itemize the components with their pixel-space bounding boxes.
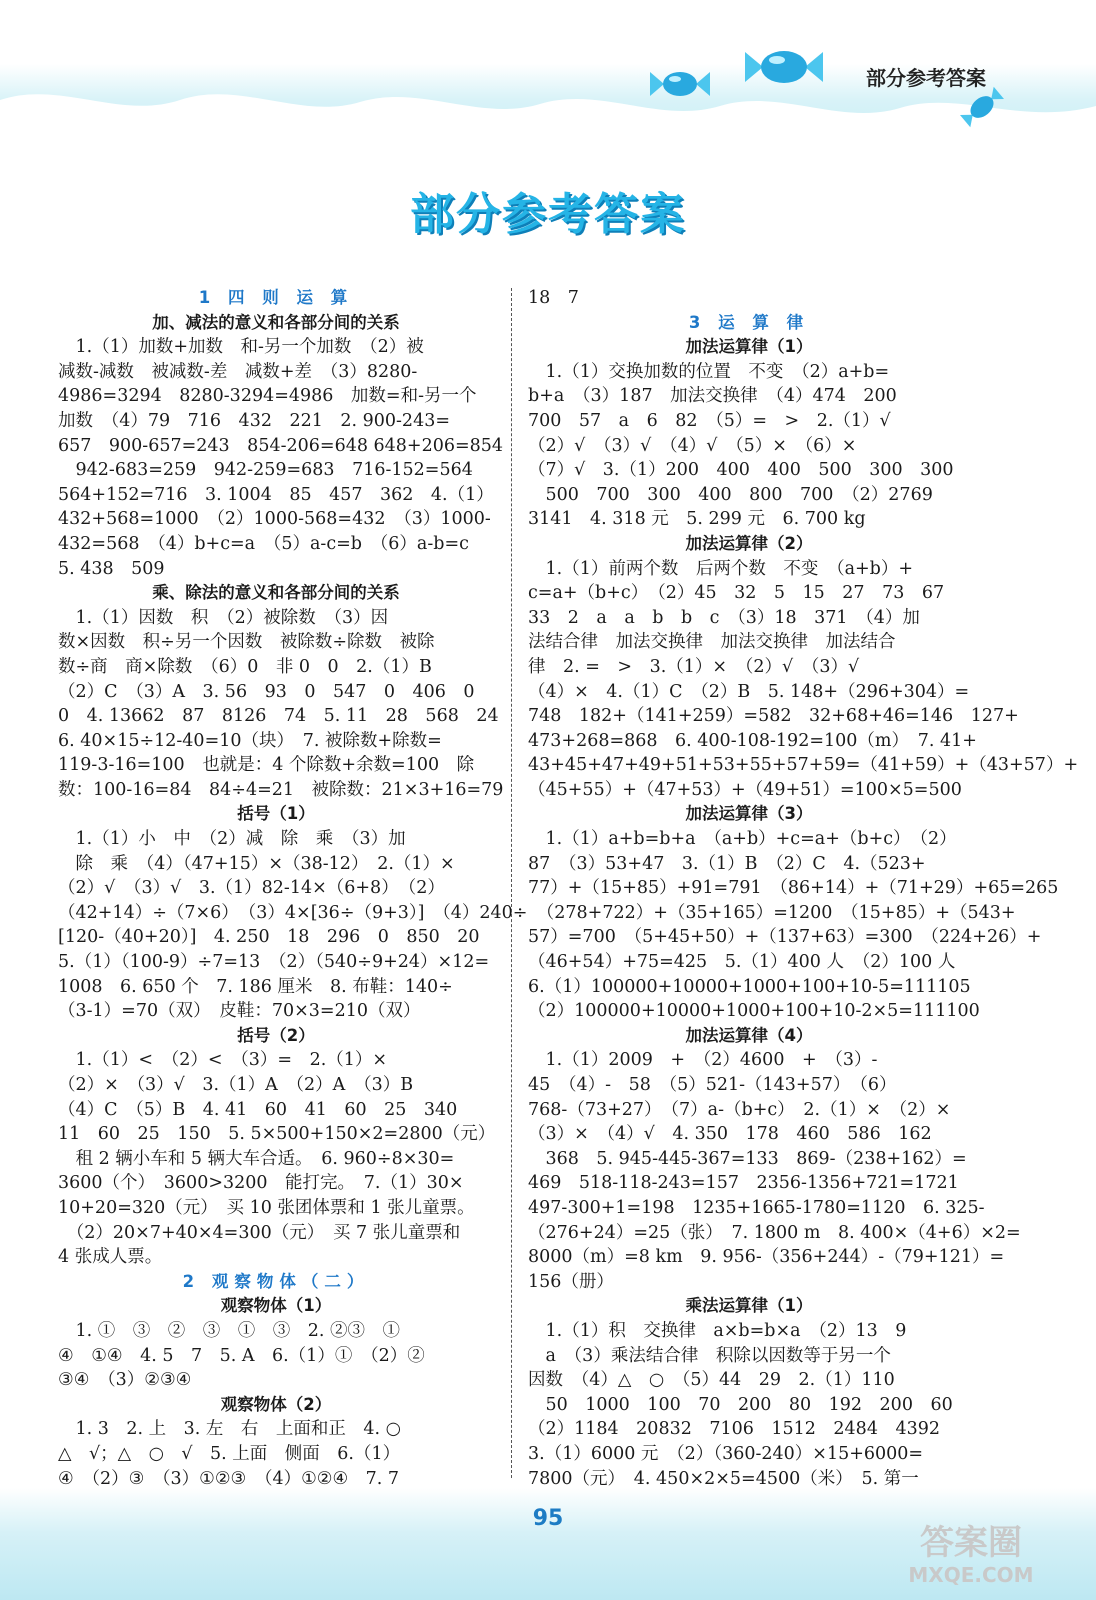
answer-line: 748 182+（141+259）=582 32+68+46=146 127+ xyxy=(528,706,1019,727)
answer-line: 1.（1）因数 积 （2）被除数 （3）因 xyxy=(58,607,389,628)
answer-line: [120-（40+20）] 4. 250 18 296 0 850 20 xyxy=(58,927,480,948)
chapter-title: 3 运 算 律 xyxy=(688,312,810,332)
answer-line: 0 4. 13662 87 8126 74 5. 11 28 568 24 xyxy=(58,706,499,727)
answer-line: 156（册） xyxy=(528,1271,614,1292)
answer-line: 942-683=259 942-259=683 716-152=564 xyxy=(58,460,473,481)
answer-line: 4986=3294 8280-3294=4986 加数=和-另一个 xyxy=(58,386,477,407)
answer-line: 497-300+1=198 1235+1665-1780=1120 6. 325- xyxy=(528,1197,985,1218)
answer-line: 3600（个） 3600>3200 能打完。 7.（1）30× xyxy=(58,1173,464,1194)
answer-line: 7800（元） 4. 450×2×5=4500（米） 5. 第一 xyxy=(528,1468,919,1489)
answer-line: 1.（1）a+b=b+a （a+b）+c=a+（b+c） （2） xyxy=(528,829,957,850)
page-title: 部分参考答案 xyxy=(410,189,686,240)
answer-line: 减数-减数 被减数-差 减数+差 （3）8280- xyxy=(58,361,418,382)
answer-line: 3141 4. 318 元 5. 299 元 6. 700 kg xyxy=(528,509,866,530)
answer-line: （4）C （5）B 4. 41 60 41 60 25 340 xyxy=(58,1099,458,1120)
section-heading: 观察物体（2） xyxy=(220,1394,332,1414)
answer-line: （3）× （4）√ 4. 350 178 460 586 162 xyxy=(528,1124,932,1145)
answer-line: 6. 40×15÷12-40=10（块） 7. 被除数+除数= xyxy=(58,730,442,751)
answer-line: 8000（m）=8 km 9. 956-（356+244）-（79+121）= xyxy=(528,1247,1005,1268)
answer-line: （278+722）+（35+165）=1200 （15+85）+（543+ xyxy=(528,902,1016,923)
answer-line: （2）× （3）√ 3.（1）A （2）A （3）B xyxy=(58,1075,414,1095)
chapter-title: 1 四 则 运 算 xyxy=(198,288,354,307)
watermark-logo xyxy=(886,1518,1056,1588)
answer-column-right xyxy=(528,286,1079,1491)
answer-line: 3.（1）6000 元 （2）（360-240）×15+6000= xyxy=(528,1443,924,1464)
answer-line: （45+55）+（47+53）+（49+51）=100×5=500 xyxy=(528,779,962,800)
answer-line: （276+24）=25（张） 7. 1800 m 8. 400×（4+6）×2= xyxy=(528,1222,1021,1243)
watermark-line1: 答案圈 xyxy=(920,1523,1022,1563)
section-heading: 乘、除法的意义和各部分间的关系 xyxy=(152,583,400,603)
answer-line: 1.（1）2009 + （2）4600 + （3）- xyxy=(528,1050,878,1071)
answer-line: 33 2 a a b b c （3）18 371 （4）加 xyxy=(528,607,920,628)
answer-line: c=a+（b+c） （2）45 32 5 15 27 73 67 xyxy=(528,583,945,604)
answer-line: 564+152=716 3. 1004 85 457 362 4.（1） xyxy=(58,484,494,505)
answer-line: 432=568 （4）b+c=a （5）a-c=b （6）a-b=c xyxy=(58,533,469,554)
answer-line: △ √；△ ○ √ 5. 上面 侧面 6.（1） xyxy=(58,1443,401,1464)
answer-line: 77）+（15+85）+91=791 （86+14）+（71+29）+65=265 xyxy=(528,878,1059,899)
answer-line: （2）20×7+40×4=300（元） 买 7 张儿童票和 xyxy=(58,1222,461,1243)
answer-line: 87 （3）53+47 3.（1）B （2）C 4.（523+ xyxy=(528,853,926,874)
candy-icon xyxy=(650,66,710,102)
chapter-title: 2 观察物体（二） xyxy=(182,1271,370,1291)
answer-line: 657 900-657=243 854-206=648 648+206=854 xyxy=(58,435,504,456)
answer-line: 768-（73+27） （7）a-（b+c） 2.（1）× （2）× xyxy=(528,1099,951,1120)
watermark-line2: MXQE.COM xyxy=(908,1563,1034,1587)
answer-line: （4）× 4.（1）C （2）B 5. 148+（296+304）= xyxy=(528,681,970,702)
answer-line: （42+14）÷（7×6） （3）4×[36÷（9+3）] （4）240÷ xyxy=(58,902,528,923)
answer-line: （2）1184 20832 7106 1512 2484 4392 xyxy=(528,1419,940,1440)
answer-line: 1.（1）小 中 （2）减 除 乘 （3）加 xyxy=(58,829,406,850)
answer-line: （2）√ （3）√ 3.（1）82-14×（6+8） （2） xyxy=(58,878,445,899)
answer-line: 5.（1）（100-9）÷7=13 （2）（540÷9+24）×12= xyxy=(58,952,490,973)
section-heading: 观察物体（1） xyxy=(220,1296,332,1316)
answer-line: （46+54）+75=425 5.（1）400 人 （2）100 人 xyxy=(528,952,956,973)
answer-line: （3-1）=70（双） 皮鞋：70×3=210（双） xyxy=(58,1001,421,1022)
answer-line: 700 57 a 6 82 （5）= > 2.（1）√ xyxy=(528,410,891,431)
answer-line: （2）C （3）A 3. 56 93 0 547 0 406 0 xyxy=(58,681,475,702)
answer-line: 50 1000 100 70 200 80 192 200 60 xyxy=(528,1394,953,1415)
answer-line: 5. 438 509 xyxy=(58,558,165,579)
answer-line: 43+45+47+49+51+53+55+57+59=（41+59）+（43+57）+ xyxy=(528,755,1079,776)
answer-line: 18 7 xyxy=(528,288,579,308)
answer-line: 1.（1）交换加数的位置 不变 （2）a+b= xyxy=(528,361,890,382)
answer-line: 500 700 300 400 800 700 （2）2769 xyxy=(528,484,933,505)
answer-line: 律 2. = > 3.（1）× （2）√ （3）√ xyxy=(528,656,860,677)
answer-line: 45 （4）- 58 （5）521-（143+57） （6） xyxy=(528,1075,897,1095)
answer-line: 数÷商 商×除数 （6）0 非 0 0 2.（1）B xyxy=(58,656,432,677)
page-number: 95 xyxy=(532,1506,564,1531)
answer-line: 法结合律 加法交换律 加法交换律 加法结合 xyxy=(528,632,896,653)
answer-line: 4 张成人票。 xyxy=(58,1247,163,1268)
answer-line: （7）√ 3.（1）200 400 400 500 300 300 xyxy=(528,460,954,481)
section-heading: 加法运算律（4） xyxy=(685,1025,813,1045)
answer-line: 1. 3 2. 上 3. 左 右 上面和正 4. ○ xyxy=(58,1419,401,1440)
answer-line: 368 5. 945-445-367=133 869-（238+162）= xyxy=(528,1148,967,1169)
answer-line: （2）√ （3）√ （4）√ （5）× （6）× xyxy=(528,435,857,456)
answer-line: 数：100-16=84 84÷4=21 被除数：21×3+16=79 xyxy=(58,779,504,800)
answer-line: a （3）乘法结合律 积除以因数等于另一个 xyxy=(528,1345,891,1366)
answer-line: 57）=700 （5+45+50）+（137+63）=300 （224+26）+ xyxy=(528,927,1042,948)
column-divider xyxy=(511,288,512,1478)
section-heading: 加法运算律（1） xyxy=(685,337,813,357)
section-heading: 乘法运算律（1） xyxy=(685,1296,813,1316)
answer-line: 1.（1）前两个数 后两个数 不变 （a+b）+ xyxy=(528,558,914,579)
section-heading: 括号（1） xyxy=(237,804,315,824)
section-heading: 括号（2） xyxy=(237,1025,315,1045)
answer-line: 除 乘 （4）（47+15）×（38-12） 2.（1）× xyxy=(58,853,455,874)
answer-line: 469 518-118-243=157 2356-1356+721=1721 xyxy=(528,1173,959,1194)
answer-line: 11 60 25 150 5. 5×500+150×2=2800（元） xyxy=(58,1124,496,1145)
answer-line: 473+268=868 6. 400-108-192=100（m） 7. 41+ xyxy=(528,730,977,751)
answer-column-left xyxy=(58,286,528,1491)
answer-line: 119-3-16=100 也就是：4 个除数+余数=100 除 xyxy=(58,755,475,776)
section-heading: 加、减法的意义和各部分间的关系 xyxy=(152,312,400,332)
answer-line: 因数 （4）△ ○ （5）44 29 2.（1）110 xyxy=(528,1370,895,1391)
answer-line: ④ （2）③ （3）①②③ （4）①②④ 7. 7 xyxy=(58,1468,400,1489)
candy-icon xyxy=(745,44,823,90)
answer-line: 1.（1）积 交换律 a×b=b×a （2）13 9 xyxy=(528,1320,907,1341)
answer-line: 1. ① ③ ② ③ ① ③ 2. ②③ ① xyxy=(58,1320,401,1341)
header-title: 部分参考答案 xyxy=(866,66,986,90)
answer-line: 1.（1）< （2）< （3）= 2.（1）× xyxy=(58,1050,388,1071)
answer-line: b+a （3）187 加法交换律 （4）474 200 xyxy=(528,386,897,407)
answer-line: 10+20=320（元） 买 10 张团体票和 1 张儿童票。 xyxy=(58,1197,475,1218)
answer-line: ④ ①④ 4. 5 7 5. A 6.（1）① （2）② xyxy=(58,1345,425,1366)
answer-line: 加数 （4）79 716 432 221 2. 900-243= xyxy=(58,410,450,431)
answer-line: 1.（1）加数+加数 和-另一个加数 （2）被 xyxy=(58,337,424,358)
answer-line: ③④ （3）②③④ xyxy=(58,1370,192,1391)
answer-line: 432+568=1000 （2）1000-568=432 （3）1000- xyxy=(58,509,491,530)
section-heading: 加法运算律（2） xyxy=(685,533,813,553)
section-heading: 加法运算律（3） xyxy=(685,804,813,824)
answer-line: 1008 6. 650 个 7. 186 厘米 8. 布鞋：140÷ xyxy=(58,976,453,997)
answer-line: 6.（1）100000+10000+1000+100+10-5=111105 xyxy=(528,976,971,997)
answer-line: （2）100000+10000+1000+100+10-2×5=111100 xyxy=(528,1001,980,1022)
answer-line: 数×因数 积÷另一个因数 被除数÷除数 被除 xyxy=(58,632,435,653)
answer-line: 租 2 辆小车和 5 辆大车合适。 6. 960÷8×30= xyxy=(58,1148,455,1169)
